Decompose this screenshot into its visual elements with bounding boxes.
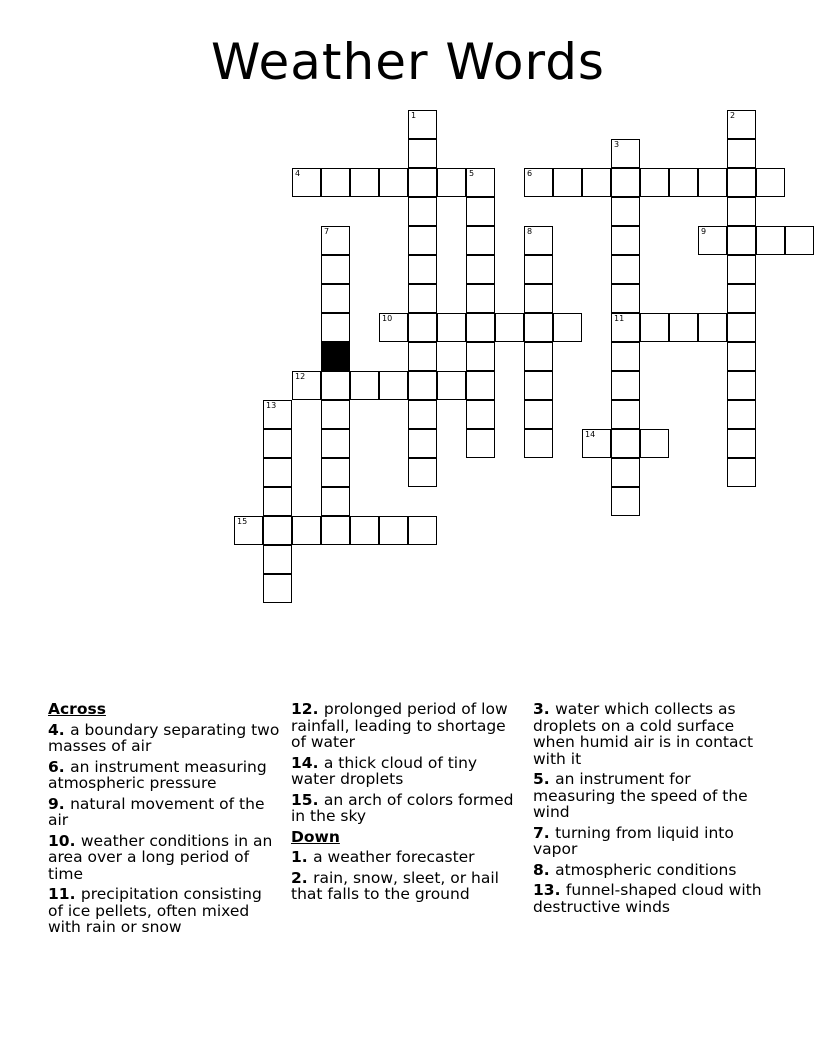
grid-cell[interactable]: [611, 342, 640, 371]
clue-text: a weather forecaster: [313, 848, 475, 866]
clue-11: 11. precipitation consisting of ice pellets, often mixed with rain or snow: [48, 885, 262, 936]
grid-cell[interactable]: [408, 313, 437, 342]
grid-cell[interactable]: [698, 168, 727, 197]
clue-number: 9: [48, 794, 59, 813]
grid-cell[interactable]: [611, 139, 640, 168]
grid-cell[interactable]: [466, 429, 495, 458]
grid-cell[interactable]: [437, 371, 466, 400]
grid-cell[interactable]: [727, 255, 756, 284]
grid-cell[interactable]: [292, 371, 321, 400]
grid-cell[interactable]: [350, 168, 379, 197]
down-heading: Down: [291, 827, 340, 846]
grid-cell[interactable]: [727, 110, 756, 139]
cell-number: 4: [295, 169, 301, 178]
clue-number: 7: [533, 823, 544, 842]
clue-text: an instrument for measuring the speed of the wind: [533, 770, 748, 821]
grid-cell[interactable]: [466, 313, 495, 342]
clues-column-1: [48, 701, 280, 940]
cell-number: 7: [324, 227, 330, 236]
cell-number: 10: [382, 314, 393, 323]
grid-cell[interactable]: [756, 226, 785, 255]
clue-15: 15. an arch of colors formed in the sky: [291, 790, 514, 825]
grid-cell[interactable]: [321, 284, 350, 313]
grid-cell[interactable]: [553, 313, 582, 342]
grid-cell[interactable]: [785, 226, 814, 255]
across-clue-list-continued: [291, 701, 523, 825]
grid-cell[interactable]: [640, 168, 669, 197]
clue-8: 8. atmospheric conditions: [533, 860, 737, 879]
clue-text: a boundary separating two masses of air: [48, 720, 280, 755]
grid-cell[interactable]: [727, 284, 756, 313]
grid-cell[interactable]: [727, 313, 756, 342]
grid-cell[interactable]: [321, 429, 350, 458]
grid-cell[interactable]: [466, 400, 495, 429]
grid-cell[interactable]: [263, 516, 292, 545]
clue-number: 6: [48, 757, 59, 776]
grid-cell[interactable]: [408, 255, 437, 284]
grid-cell[interactable]: [611, 226, 640, 255]
grid-cell[interactable]: [321, 168, 350, 197]
clue-text: water which collects as droplets on a cold surface when humid air is in contact with it: [533, 700, 754, 768]
grid-cell[interactable]: [727, 342, 756, 371]
clue-number: 8: [533, 860, 544, 879]
clue-3: 3. water which collects as droplets on a cold surface when humid air is in contact with it: [533, 700, 754, 768]
clue-12: 12. prolonged period of low rainfall, leading to shortage of water: [291, 700, 508, 751]
grid-cell[interactable]: [495, 313, 524, 342]
grid-cell[interactable]: [408, 284, 437, 313]
grid-cell[interactable]: [611, 313, 640, 342]
page-title: Weather Words: [211, 33, 605, 91]
clue-1: 1. a weather forecaster: [291, 848, 475, 866]
grid-cell[interactable]: [524, 371, 553, 400]
grid-cell[interactable]: [408, 168, 437, 197]
grid-cell[interactable]: [611, 400, 640, 429]
grid-cell[interactable]: [408, 342, 437, 371]
cell-number: 12: [295, 372, 306, 381]
cell-number: 14: [585, 430, 596, 439]
grid-cell[interactable]: [640, 313, 669, 342]
grid-cell[interactable]: [263, 487, 292, 516]
grid-cell[interactable]: [524, 429, 553, 458]
grid-cell[interactable]: [408, 197, 437, 226]
clue-number: 15: [291, 790, 313, 809]
clue-10: 10. weather conditions in an area over a long period of time: [48, 831, 273, 883]
grid-cell[interactable]: [350, 516, 379, 545]
grid-cell[interactable]: [611, 458, 640, 487]
cell-number: 2: [730, 111, 736, 120]
clue-text: rain, snow, sleet, or hail that falls to the ground: [291, 868, 499, 903]
grid-cell[interactable]: [669, 168, 698, 197]
grid-cell[interactable]: [727, 168, 756, 197]
grid-cell[interactable]: [408, 458, 437, 487]
grid-cell[interactable]: [408, 139, 437, 168]
grid-cell[interactable]: [466, 226, 495, 255]
clues-column-3: [533, 701, 765, 919]
grid-cell[interactable]: [727, 458, 756, 487]
grid-cell[interactable]: [611, 371, 640, 400]
cell-number: 11: [614, 314, 625, 323]
clue-number: 10: [48, 831, 70, 850]
grid-cell[interactable]: [408, 429, 437, 458]
clue-text: natural movement of the air: [48, 794, 265, 829]
clue-9: 9. natural movement of the air: [48, 794, 265, 829]
grid-cell[interactable]: [379, 516, 408, 545]
grid-cell[interactable]: [727, 429, 756, 458]
grid-cell[interactable]: [437, 168, 466, 197]
clue-number: 14: [291, 753, 313, 772]
grid-cell[interactable]: [321, 313, 350, 342]
clue-number: 1: [291, 848, 302, 866]
grid-cell[interactable]: [669, 313, 698, 342]
grid-cell[interactable]: [611, 168, 640, 197]
clue-text: an instrument measuring atmospheric pressure: [48, 757, 267, 792]
grid-cell[interactable]: [524, 284, 553, 313]
grid-cell[interactable]: [263, 458, 292, 487]
grid-cell[interactable]: [408, 400, 437, 429]
grid-cell[interactable]: [611, 255, 640, 284]
grid-cell[interactable]: [379, 313, 408, 342]
grid-cell[interactable]: [321, 516, 350, 545]
grid-cell[interactable]: [408, 110, 437, 139]
clue-2: 2. rain, snow, sleet, or hail that falls to the ground: [291, 868, 499, 903]
grid-cell[interactable]: [727, 400, 756, 429]
grid-cell[interactable]: [321, 400, 350, 429]
grid-cell[interactable]: [263, 429, 292, 458]
clue-text: weather conditions in an area over a long period of time: [48, 831, 273, 883]
grid-cell[interactable]: [466, 284, 495, 313]
cell-number: 5: [469, 169, 475, 178]
across-clue-list: [48, 722, 280, 936]
clue-number: 5: [533, 770, 544, 788]
grid-cell[interactable]: [466, 371, 495, 400]
grid-cell[interactable]: [524, 342, 553, 371]
grid-cell[interactable]: [466, 197, 495, 226]
grid-cell[interactable]: [321, 458, 350, 487]
clue-text: atmospheric conditions: [555, 860, 737, 879]
clue-text: funnel-shaped cloud with destructive winds: [533, 881, 762, 916]
cell-number: 1: [411, 111, 417, 120]
clue-number: 4: [48, 720, 59, 739]
grid-cell[interactable]: [756, 168, 785, 197]
cell-number: 8: [527, 227, 533, 236]
clues-column-2: [291, 701, 523, 907]
clue-number: 12: [291, 700, 313, 718]
grid-cell[interactable]: [611, 429, 640, 458]
grid-cell[interactable]: [727, 197, 756, 226]
clue-7: 7. turning from liquid into vapor: [533, 823, 734, 858]
grid-cell[interactable]: [408, 226, 437, 255]
grid-cell[interactable]: [727, 139, 756, 168]
grid-cell[interactable]: [408, 371, 437, 400]
clue-4: 4. a boundary separating two masses of air: [48, 720, 280, 755]
grid-cell[interactable]: [640, 429, 669, 458]
grid-cell[interactable]: [263, 574, 292, 603]
clue-number: 3: [533, 700, 544, 718]
grid-cell[interactable]: [727, 371, 756, 400]
grid-cell[interactable]: [292, 168, 321, 197]
grid-cell[interactable]: [379, 168, 408, 197]
grid-cell[interactable]: [379, 371, 408, 400]
grid-cell[interactable]: [321, 371, 350, 400]
clue-number: 2: [291, 868, 302, 887]
clue-5: 5. an instrument for measuring the speed of the wind: [533, 770, 748, 821]
grid-cell[interactable]: [350, 371, 379, 400]
grid-cell[interactable]: [524, 400, 553, 429]
grid-cell[interactable]: [263, 400, 292, 429]
clue-text: precipitation consisting of ice pellets, often mixed with rain or snow: [48, 885, 262, 936]
clue-6: 6. an instrument measuring atmospheric pressure: [48, 757, 267, 792]
black-square: [321, 342, 350, 371]
cell-number: 9: [701, 227, 707, 236]
grid-cell[interactable]: [582, 429, 611, 458]
grid-cell[interactable]: [263, 545, 292, 574]
grid-cell[interactable]: [524, 226, 553, 255]
grid-cell[interactable]: [234, 516, 263, 545]
clue-14: 14. a thick cloud of tiny water droplets: [291, 753, 478, 788]
cell-number: 3: [614, 140, 620, 149]
grid-cell[interactable]: [611, 284, 640, 313]
grid-cell[interactable]: [466, 168, 495, 197]
grid-cell[interactable]: [321, 487, 350, 516]
grid-cell[interactable]: [553, 168, 582, 197]
cell-number: 13: [266, 401, 277, 410]
down-clue-list: [291, 849, 523, 903]
grid-cell[interactable]: [524, 255, 553, 284]
grid-cell[interactable]: [611, 197, 640, 226]
clue-number: 11: [48, 885, 70, 903]
grid-cell[interactable]: [466, 342, 495, 371]
grid-cell[interactable]: [437, 313, 466, 342]
grid-cell[interactable]: [611, 487, 640, 516]
grid-cell[interactable]: [698, 313, 727, 342]
clue-text: a thick cloud of tiny water droplets: [291, 753, 478, 788]
grid-cell[interactable]: [321, 255, 350, 284]
grid-cell[interactable]: [292, 516, 321, 545]
grid-cell[interactable]: [408, 516, 437, 545]
cell-number: 15: [237, 517, 248, 526]
grid-cell[interactable]: [698, 226, 727, 255]
down-clue-list-continued: [533, 701, 765, 915]
grid-cell[interactable]: [524, 168, 553, 197]
across-heading: Across: [48, 700, 106, 718]
grid-cell[interactable]: [727, 226, 756, 255]
clue-13: 13. funnel-shaped cloud with destructive winds: [533, 881, 762, 916]
clue-text: prolonged period of low rainfall, leading to shortage of water: [291, 700, 508, 751]
grid-cell[interactable]: [321, 226, 350, 255]
grid-cell[interactable]: [466, 255, 495, 284]
grid-cell[interactable]: [582, 168, 611, 197]
clue-text: turning from liquid into vapor: [533, 823, 734, 858]
clue-number: 13: [533, 881, 555, 899]
clue-text: an arch of colors formed in the sky: [291, 790, 514, 825]
grid-cell[interactable]: [524, 313, 553, 342]
cell-number: 6: [527, 169, 533, 178]
